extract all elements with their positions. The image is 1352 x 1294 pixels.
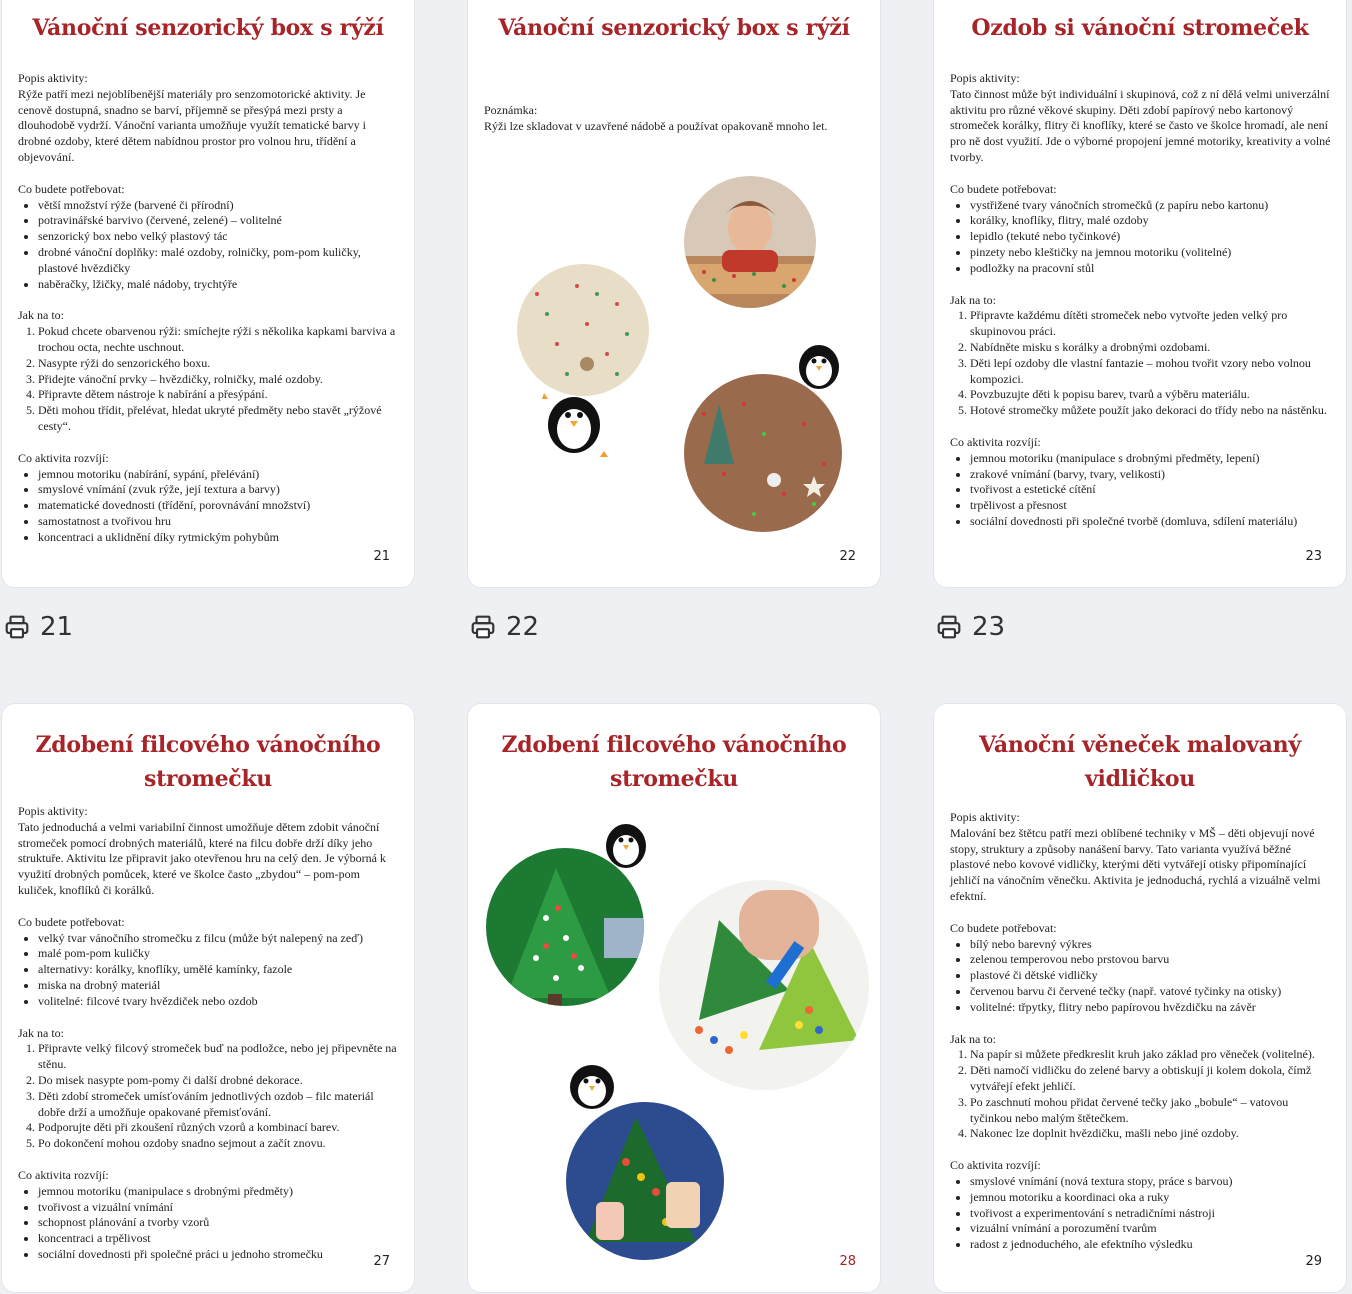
list-item: • jemnou motoriku (manipulace s drobnými předměty) [38,1184,400,1200]
page-title: Vánoční senzorický box s rýží [498,15,850,41]
list-item: 1. Pokud chcete obarvenou rýži: smíchejte rýži s několika kapkami barviva a trochou octa, nechte uschnout. [38,324,400,356]
page-number: 28 [839,1254,856,1269]
list-item: 1. Připravte velký filcový stromeček buď na podložce, nebo jej připevněte na stěnu. [38,1041,400,1073]
list-item: 1. Připravte každému dítěti stromeček nebo vytvořte jeden velký pro skupinovou práci. [970,308,1332,340]
popis-text: Malování bez štětcu patří mezi oblíbené techniky v MŠ – děti objevují nové stopy, struktury a způsoby nanášení barvy. Tato varianta využívá běžné plastové nebo kovové vidličky, kterými děti vytvářejí otisky připomínající jehličí na vánočním věnečku. Aktivita je jednoduchá, rychlá a vizuálně velmi efektní. [950,825,1321,903]
note-label: Poznámka: [484,103,538,117]
list-item: • schopnost plánování a tvorby vzorů [38,1215,400,1231]
list-item: 3. Děti zdobí stromeček umísťováním jednotlivých ozdob – filc materiál dobře drží a umožňuje opakované přemisťování. [38,1089,400,1121]
list-item: 2. Nabídněte misku s korálky a drobnými ozdobami. [970,340,1332,356]
penguin-icon [562,1057,622,1117]
photo-child-rice [684,176,816,308]
photo-rice-box [517,264,649,396]
print-label: 21 [40,612,74,642]
popis-text: Tato jednoduchá a velmi variabilní činnost umožňuje dětem zdobit vánoční stromeček pomocí drobných materiálů, které na filcu dobře drží díky jeho struktuře. Aktivitu lze připravit jako otevřenou hru na celý den. Je výborná k využití drobných pomůcek, které ve školce často „zbydou“ – pom-pom kuliček, knoflíků či korálků. [18,819,386,897]
list-item: • zelenou temperovou nebo prstovou barvu [970,952,1332,968]
how-label: Jak na to: [18,308,64,323]
list-item: • vizuální vnímání a porozumění tvarům [970,1221,1332,1237]
how-list [18,1041,400,1152]
popis-label: Popis aktivity: [18,71,88,85]
page-title: Vánoční věneček malovaný vidličkou [979,732,1301,792]
list-item: • matematické dovednosti (třídění, porovnávání množství) [38,498,400,514]
list-item: • podložky na pracovní stůl [970,261,1332,277]
popis-text: Tato činnost může být individuální i skupinová, což z ní dělá velmi univerzální aktivitu pro různé věkové skupiny. Děti zdobí papírový nebo kartonový stromeček korálky, flitry či knoflíky, které se často ve školce hromadí, ale není pro ně dost využití. Jde o výborné propojení jemné motoriky, kreativity a volné tvorby. [950,86,1331,164]
list-item: 5. Hotové stromečky můžete použít jako dekoraci do třídy nebo na nástěnku. [970,403,1332,419]
note-text: Rýži lze skladovat v uzavřené nádobě a používat opakovaně mnoho let. [484,118,828,133]
list-item: • sociální dovednosti při společné práci u jednoho stromečku [38,1247,400,1263]
list-item: • jemnou motoriku (nabírání, sypání, přelévání) [38,467,400,483]
list-item: • větší množství rýže (barvené či přírodní) [38,198,400,214]
list-item: • tvořivost a vizuální vnímání [38,1200,400,1216]
popis-label: Popis aktivity: [950,810,1020,824]
need-list [18,198,400,293]
list-item: • lepidlo (tekuté nebo tyčinkové) [970,229,1332,245]
list-item: 4. Připravte dětem nástroje k nabírání a přesýpání. [38,387,400,403]
list-item: 1. Na papír si můžete předkreslit kruh jako základ pro věneček (volitelné). [970,1047,1332,1063]
list-item: • vystřižené tvary vánočních stromečků (z papíru nebo kartonu) [970,198,1332,214]
how-list [950,308,1332,419]
list-item: • alternativy: korálky, knoflíky, umělé kamínky, fazole [38,962,400,978]
list-item: • drobné vánoční doplňky: malé ozdoby, rolničky, pom-pom kuličky, plastové hvězdičky [38,245,400,277]
page-title: Zdobení filcového vánočního stromečku [501,732,847,792]
dev-label: Co aktivita rozvíjí: [950,434,1041,449]
dev-list [18,1184,400,1263]
list-item: 5. Děti mohou třídit, přelévat, hledat ukryté předměty nebo stavět „rýžové cesty“. [38,403,400,435]
need-label: Co budete potřebovat: [18,914,125,929]
list-item: • korálky, knoflíky, flitry, malé ozdoby [970,213,1332,229]
page-28[interactable] [467,703,881,1293]
page-number: 23 [1305,549,1322,564]
need-label: Co budete potřebovat: [950,920,1057,935]
penguin-icon [598,816,654,876]
list-item: 3. Děti lepí ozdoby dle vlastní fantazie – mohou tvořit vzory nebo volnou kompozici. [970,356,1332,388]
list-item: 2. Do misek nasypte pom-pomy či další drobné dekorace. [38,1073,400,1089]
list-item: • jemnou motoriku (manipulace s drobnými předměty, lepení) [970,451,1332,467]
list-item: • smyslové vnímání (nová textura stopy, práce s barvou) [970,1174,1332,1190]
page-body [950,71,1332,530]
list-item: • senzorický box nebo velký plastový tác [38,229,400,245]
page-body [18,71,400,546]
print-label: 23 [972,612,1006,642]
need-list [18,931,400,1010]
penguin-icon [540,385,610,463]
printer-icon [4,614,30,640]
list-item: • volitelné: filcové tvary hvězdiček nebo ozdob [38,994,400,1010]
dev-list [950,451,1332,530]
list-item: • tvořivost a experimentování s netradičními nástroji [970,1206,1332,1222]
page-22[interactable] [467,0,881,588]
print-label: 22 [506,612,540,642]
page-29[interactable] [933,703,1347,1293]
print-button-23[interactable] [936,612,1005,642]
popis-text: Rýže patří mezi nejoblíbenější materiály pro senzomotorické aktivity. Je cenově dostupná, snadno se barví, příjemně se přesýpá mezi prsty a dlouhodobě vydrží. Vánoční varianta umožňuje využít tematické barvy i drobné ozdoby, které dětem nabídnou prostor pro volnou hru, třídění a objevování. [18,86,367,164]
need-list [950,937,1332,1016]
print-button-22[interactable] [470,612,539,642]
page-21[interactable] [1,0,415,588]
list-item: • jemnou motoriku a koordinaci oka a ruky [970,1190,1332,1206]
list-item: • koncentraci a uklidnění díky rytmickým pohybům [38,530,400,546]
page-number: 29 [1305,1254,1322,1269]
how-label: Jak na to: [18,1025,64,1040]
list-item: 3. Po zaschnutí mohou přidat červené tečky jako „bobule“ – vatovou tyčinkou nebo malým štětečkem. [970,1095,1332,1127]
list-item: 5. Po dokončení mohou ozdoby snadno sejmout a začít znovu. [38,1136,400,1152]
list-item: • sociální dovednosti při společné tvorbě (domluva, sdílení materiálu) [970,514,1332,530]
popis-label: Popis aktivity: [950,71,1020,85]
printer-icon [470,614,496,640]
page-title: Zdobení filcového vánočního stromečku [35,732,381,792]
page-number: 27 [373,1254,390,1269]
list-item: 2. Děti namočí vidličku do zelené barvy a obtiskují ji kolem dokola, čímž vytvářejí efekt jehličí. [970,1063,1332,1095]
list-item: 4. Podporujte děti při zkoušení různých vzorů a kombinací barev. [38,1120,400,1136]
penguin-icon [791,339,847,395]
need-label: Co budete potřebovat: [18,181,125,196]
list-item: • volitelné: třpytky, flitry nebo papírovou hvězdičku na závěr [970,1000,1332,1016]
need-label: Co budete potřebovat: [950,181,1057,196]
page-27[interactable] [1,703,415,1293]
list-item: 3. Přidejte vánoční prvky – hvězdičky, rolničky, malé ozdoby. [38,372,400,388]
list-item: • pinzety nebo kleštičky na jemnou motoriku (volitelné) [970,245,1332,261]
how-label: Jak na to: [950,1031,996,1046]
how-label: Jak na to: [950,292,996,307]
page-body [950,810,1332,1253]
dev-label: Co aktivita rozvíjí: [18,1167,109,1182]
page-body [18,804,400,1263]
list-item: • samostatnost a tvořivou hru [38,514,400,530]
printer-icon [936,614,962,640]
how-list [18,324,400,435]
list-item: • smyslové vnímání (zvuk rýže, její textura a barvy) [38,482,400,498]
list-item: • bílý nebo barevný výkres [970,937,1332,953]
list-item: • malé pom-pom kuličky [38,946,400,962]
popis-label: Popis aktivity: [18,804,88,818]
page-title: Vánoční senzorický box s rýží [32,15,384,41]
list-item: • plastové či dětské vidličky [970,968,1332,984]
page-number: 21 [373,549,390,564]
list-item: 2. Nasypte rýži do senzorického boxu. [38,356,400,372]
dev-list [950,1174,1332,1253]
list-item: • radost z jednoduchého, ale efektního výsledku [970,1237,1332,1253]
page-23[interactable] [933,0,1347,588]
list-item: • trpělivost a přesnost [970,498,1332,514]
list-item: • naběračky, lžičky, malé nádoby, trychtýře [38,277,400,293]
list-item: • miska na drobný materiál [38,978,400,994]
photo-pompom-tree [659,880,869,1090]
page-body [484,103,866,135]
list-item: • tvořivost a estetické cítění [970,482,1332,498]
need-list [950,198,1332,277]
dev-label: Co aktivita rozvíjí: [18,450,109,465]
dev-label: Co aktivita rozvíjí: [950,1158,1041,1173]
list-item: • červenou barvu či červené tečky (např. vatové tyčinky na otisky) [970,984,1332,1000]
page-number: 22 [839,549,856,564]
photo-felt-tree-blue [566,1102,724,1260]
print-button-21[interactable] [4,612,73,642]
list-item: 4. Nakonec lze doplnit hvězdičku, mašli nebo jiné ozdoby. [970,1126,1332,1142]
list-item: • zrakové vnímání (barvy, tvary, velikosti) [970,467,1332,483]
list-item: • velký tvar vánočního stromečku z filcu (může být nalepený na zeď) [38,931,400,947]
list-item: • koncentraci a trpělivost [38,1231,400,1247]
how-list [950,1047,1332,1142]
photo-rice-tree [684,374,842,532]
list-item: 4. Povzbuzujte děti k popisu barev, tvarů a výběru materiálu. [970,387,1332,403]
page-title: Ozdob si vánoční stromeček [971,15,1309,41]
list-item: • potravinářské barvivo (červené, zelené) – volitelné [38,213,400,229]
dev-list [18,467,400,546]
